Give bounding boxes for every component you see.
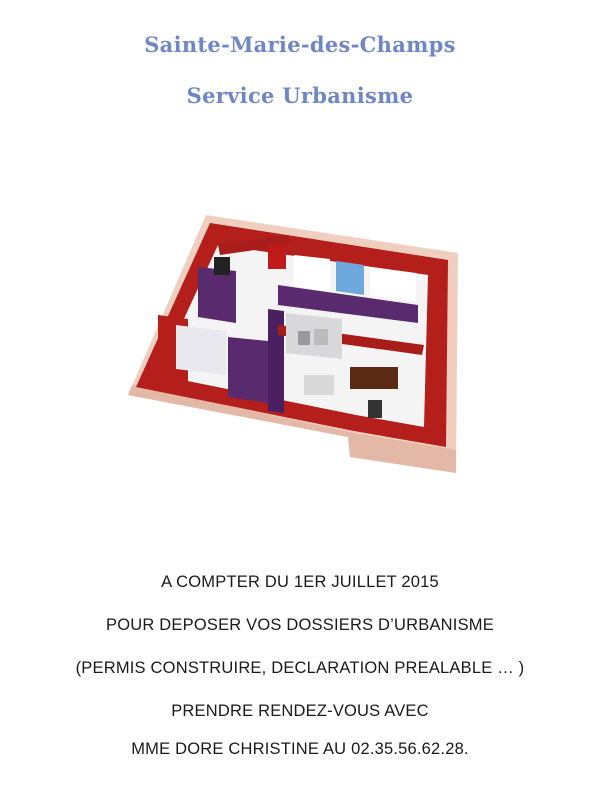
- municipality-title: Sainte-Marie-des-Champs: [144, 32, 456, 57]
- floor-plan-illustration: [118, 205, 468, 485]
- notice-line-contact: MME DORE CHRISTINE AU 02.35.56.62.28.: [131, 740, 469, 758]
- notice-line-examples: (PERMIS CONSTRUIRE, DECLARATION PREALABLE … ): [75, 659, 525, 677]
- department-title: Service Urbanisme: [186, 83, 414, 108]
- notice-line-purpose: POUR DEPOSER VOS DOSSIERS D’URBANISME: [106, 616, 494, 634]
- notice-line-date: A COMPTER DU 1ER JUILLET 2015: [161, 573, 439, 591]
- notice-line-appointment: PRENDRE RENDEZ-VOUS AVEC: [171, 702, 429, 720]
